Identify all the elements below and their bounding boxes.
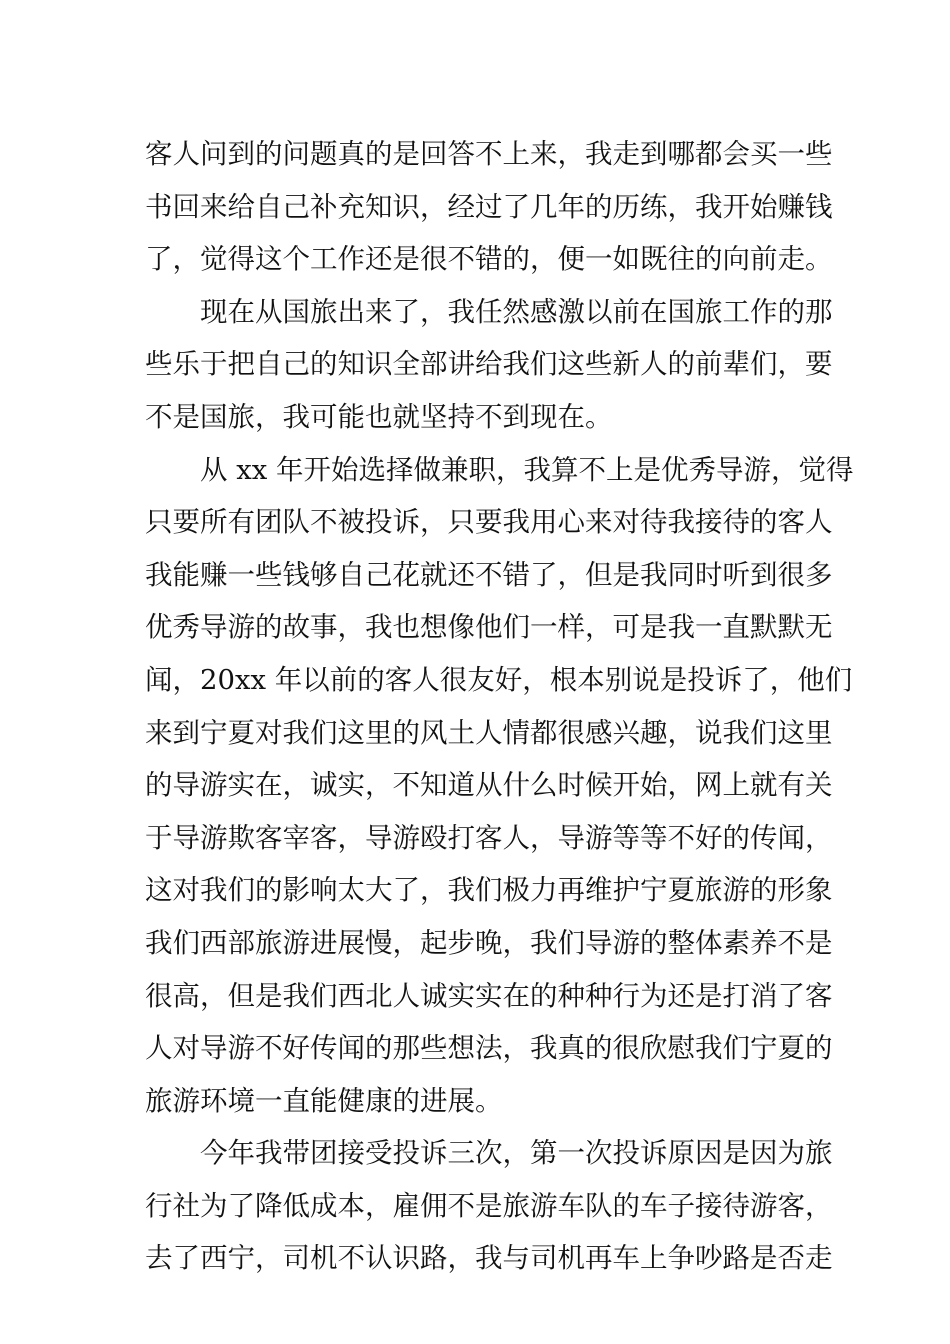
text-line: 去了西宁，司机不认识路，我与司机再车上争吵路是否走 [145,1242,833,1275]
text-line: 了，觉得这个工作还是很不错的，便一如既往的向前走。 [145,243,833,276]
paragraph-4 [145,1127,833,1285]
text-line: 现在从国旅出来了，我任然感激以前在国旅工作的那 [200,295,833,328]
text-line: 今年我带团接受投诉三次，第一次投诉原因是因为旅 [200,1137,833,1170]
text-line: 只要所有团队不被投诉，只要我用心来对待我接待的客人 [145,506,833,539]
text-line: 很高，但是我们西北人诚实实在的种种行为还是打消了客 [145,979,833,1012]
text-line: 不是国旅，我可能也就坚持不到现在。 [145,400,613,433]
paragraph-3 [145,444,854,1128]
text-line: 闻，20xx 年以前的客人很友好，根本别说是投诉了，他们 [145,663,853,696]
text-line: 行社为了降低成本，雇佣不是旅游车队的车子接待游客， [145,1189,833,1222]
text-line: 些乐于把自己的知识全部讲给我们这些新人的前辈们，要 [145,348,833,381]
text-line: 优秀导游的故事，我也想像他们一样，可是我一直默默无 [145,611,833,644]
text-line: 这对我们的影响太大了，我们极力再维护宁夏旅游的形象 [145,874,833,907]
text-line: 从 xx 年开始选择做兼职，我算不上是优秀导游，觉得 [200,453,854,486]
text-line: 来到宁夏对我们这里的风土人情都很感兴趣，说我们这里 [145,716,833,749]
text-line: 书回来给自己补充知识，经过了几年的历练，我开始赚钱 [145,190,833,223]
body-text [145,128,854,1285]
paragraph-1 [145,128,833,286]
paragraph-2 [145,286,833,444]
text-line: 人对导游不好传闻的那些想法，我真的很欣慰我们宁夏的 [145,1032,833,1065]
text-line: 的导游实在，诚实，不知道从什么时候开始，网上就有关 [145,769,833,802]
text-line: 旅游环境一直能健康的进展。 [145,1084,503,1117]
text-line: 我能赚一些钱够自己花就还不错了，但是我同时听到很多 [145,558,833,591]
text-line: 客人问到的问题真的是回答不上来，我走到哪都会买一些 [145,138,833,170]
text-line: 于导游欺客宰客，导游殴打客人，导游等等不好的传闻， [145,821,833,854]
text-line: 我们西部旅游进展慢，起步晚，我们导游的整体素养不是 [145,926,833,959]
